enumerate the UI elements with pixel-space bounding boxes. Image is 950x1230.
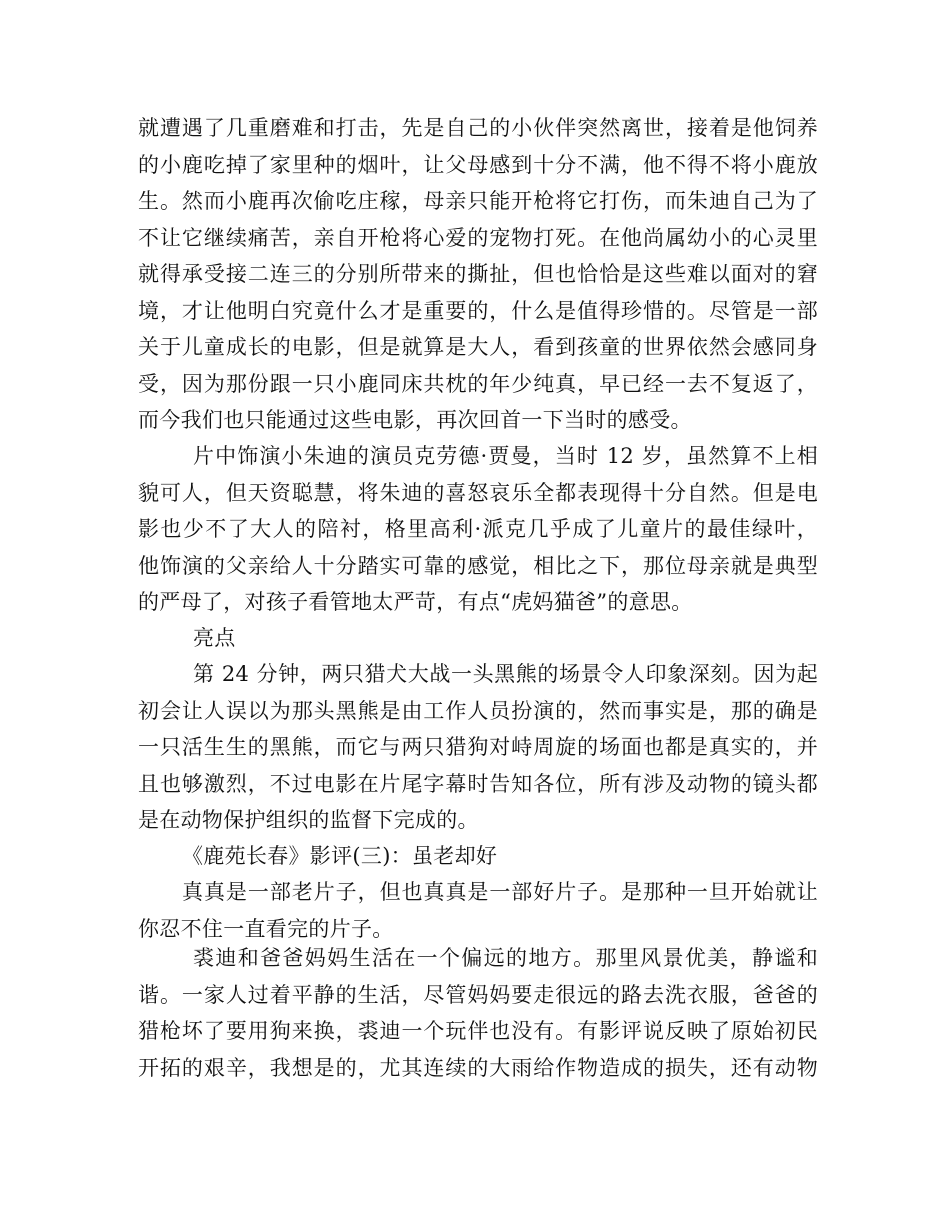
text-line: 的小鹿吃掉了家里种的烟叶，让父母感到十分不满，他不得不将小鹿放: [138, 152, 818, 177]
text-line: 开拓的艰辛，我想是的，尤其连续的大雨给作物造成的损失，还有动物: [138, 1055, 818, 1080]
text-line: 境，才让他明白究竟什么才是重要的，什么是值得珍惜的。尽管是一部: [138, 298, 818, 323]
text-line: 第 24 分钟，两只猎犬大战一头黑熊的场景令人印象深刻。因为起: [193, 662, 818, 686]
text-line: 是在动物保护组织的监督下完成的。: [138, 808, 479, 832]
text-line: 初会让人误以为那头黑熊是由工作人员扮演的，然而事实是，那的确是: [138, 698, 818, 723]
text-line: 受，因为那份跟一只小鹿同床共枕的年少纯真，早已经一去不复返了，: [138, 371, 818, 396]
text-line: 一只活生生的黑熊，而它与两只猎狗对峙周旋的场面也都是真实的，并: [138, 735, 818, 759]
text-line: 的严母了，对孩子看管地太严苛，有点“虎妈猫爸”的意思。: [138, 590, 693, 614]
text-line: 关于儿童成长的电影，但是就算是大人，看到孩童的世界依然会感同身: [138, 335, 818, 359]
text-line: 就遭遇了几重磨难和打击，先是自己的小伙伴突然离世，接着是他饲养: [138, 116, 818, 140]
paragraph-2: [138, 438, 818, 621]
text-line: 不让它继续痛苦，亲自开枪将心爱的宠物打死。在他尚属幼小的心灵里: [138, 225, 818, 250]
section-title-text: 《鹿苑长春》影评(三)：虽老却好: [182, 844, 498, 868]
paragraph-5: [138, 940, 818, 1086]
text-line: 片中饰演小朱迪的演员克劳德·贾曼，当时 12 岁，虽然算不上相: [193, 444, 818, 468]
text-line: 猎枪坏了要用狗来换，裘迪一个玩伴也没有。有影评说反映了原始初民: [138, 1019, 818, 1043]
text-line: 裘迪和爸爸妈妈生活在一个偏远的地方。那里风景优美，静谧和: [193, 946, 818, 970]
highlight-heading: [138, 620, 818, 657]
section-title: [138, 838, 818, 875]
text-line: 影也少不了大人的陪衬，格里高利·派克几乎成了儿童片的最佳绿叶，: [138, 517, 818, 541]
text-line: 谐。一家人过着平静的生活，尽管妈妈要走很远的路去洗衣服，爸爸的: [138, 982, 818, 1007]
text-line: 貌可人，但天资聪慧，将朱迪的喜怒哀乐全都表现得十分自然。但是电: [138, 480, 818, 505]
text-line: 且也够激烈，不过电影在片尾字幕时告知各位，所有涉及动物的镜头都: [138, 771, 818, 796]
text-line: 就得承受接二连三的分别所带来的撕扯，但也恰恰是这些难以面对的窘: [138, 262, 818, 286]
text-line: 而今我们也只能通过这些电影，再次回首一下当时的感受。: [138, 408, 692, 432]
paragraph-1: [138, 110, 818, 439]
paragraph-3: [138, 656, 818, 839]
text-line: 你忍不住一直看完的片子。: [138, 916, 394, 941]
heading-text: 亮点: [193, 626, 236, 650]
text-line: 真真是一部老片子，但也真真是一部好片子。是那种一旦开始就让: [182, 880, 818, 904]
text-line: 生。然而小鹿再次偷吃庄稼，母亲只能开枪将它打伤，而朱迪自己为了: [138, 189, 818, 213]
text-line: 他饰演的父亲给人十分踏实可靠的感觉，相比之下，那位母亲就是典型: [138, 553, 818, 578]
paragraph-4: [138, 874, 818, 947]
